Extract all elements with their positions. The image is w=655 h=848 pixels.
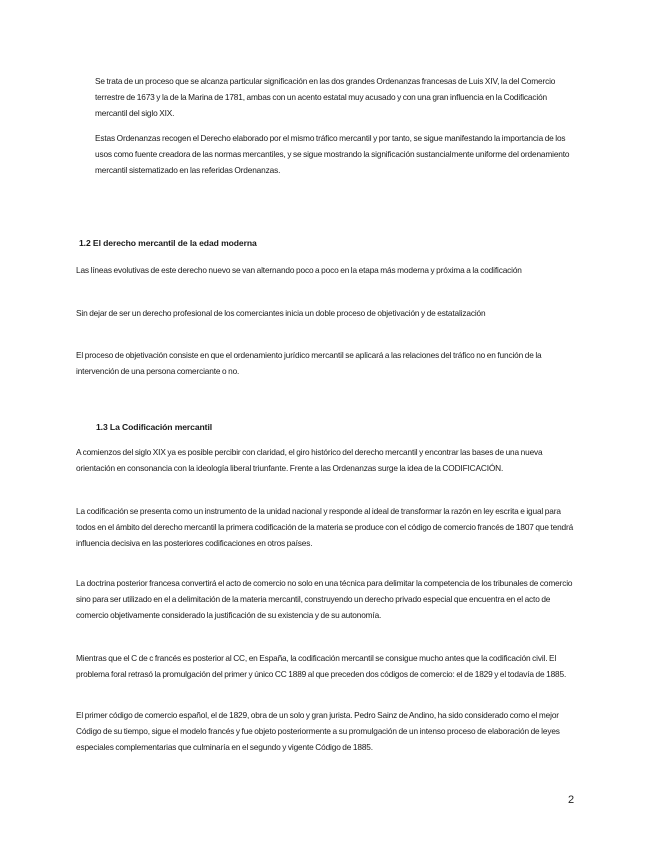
paragraph-comienzos-siglo-xix: A comienzos del siglo XIX ya es posible percibir con claridad, el giro histórico del derecho mercantil y encontrar las bases de una nueva orientación en consonancia con la ideología liberal triunfante. Frente a las Ordenanzas surge la idea de la CODIFICACIÓN. (76, 447, 543, 473)
intro-paragraph-ordenanzas: Se trata de un proceso que se alcanza particular significación en las dos grandes Ordenanzas francesas de Luis XIV, la del Comercio terrestre de 1673 y la de la Marina de 1781, ambas con un acento estatal muy acusado y con una gran influencia en la Codificación mercantil del siglo XIX. (95, 76, 556, 118)
paragraph-derecho-profesional: Sin dejar de ser un derecho profesional de los comerciantes inicia un doble proceso de objetivación y de estatalización (76, 308, 486, 318)
page-number: 2 (568, 794, 575, 806)
section-heading-1-2: 1.2 El derecho mercantil de la edad moderna (79, 238, 257, 248)
paragraph-objetivacion: El proceso de objetivación consiste en que el ordenamiento jurídico mercantil se aplicará a las relaciones del tráfico no en función de la intervención de una persona comerciante o no. (76, 350, 542, 376)
paragraph-codificacion-unidad: La codificación se presenta como un instrumento de la unidad nacional y responde al ideal de transformar la razón en ley escrita e igual para todos en el ámbito del derecho mercantil la primera codificación de la materia se produce con el código de comercio francés de 1807 que tendrá influencia decisiva en las posteriores codificaciones en otros países. (76, 506, 574, 548)
paragraph-codificacion-espana: Mientras que el C de c francés es posterior al CC, en España, la codificación mercantil se consigue mucho antes que la codificación civil. El problema foral retrasó la promulgación del primer y único CC 1889 al que preceden dos códigos de comercio: el de 1829 y el todavía de 1885. (76, 653, 567, 679)
paragraph-codigo-1829: El primer código de comercio español, el de 1829, obra de un solo y gran jurista. Pedro Sainz de Andino, ha sido considerado como el mejor Código de su tiempo, sigue el modelo francés y fue objeto posteriormente a su promulgación de un intenso proceso de elaboración de leyes especiales complementarias que culminaría en el segundo y vigente Código de 1885. (76, 710, 560, 752)
paragraph-doctrina-francesa: La doctrina posterior francesa convertirá el acto de comercio no solo en una técnica para delimitar la competencia de los tribunales de comercio sino para ser utilizado en el a delimitación de la materia mercantil, construyendo un derecho privado especial que encuentra en el acto de comercio objetivamente considerado la justificación de su existencia y de su autonomía. (76, 578, 573, 620)
paragraph-lineas-evolutivas: Las líneas evolutivas de este derecho nuevo se van alternando poco a poco en la etapa más moderna y próxima a la codificación (76, 265, 522, 275)
intro-paragraph-usos: Estas Ordenanzas recogen el Derecho elaborado por el mismo tráfico mercantil y por tanto, se sigue manifestando la importancia de los usos como fuente creadora de las normas mercantiles, y se sigue mostrando la significación sustancialmente uniforme del ordenamiento mercantil sistematizado en las referidas Ordenanzas. (95, 133, 570, 175)
section-heading-1-3: 1.3 La Codificación mercantil (96, 422, 213, 432)
